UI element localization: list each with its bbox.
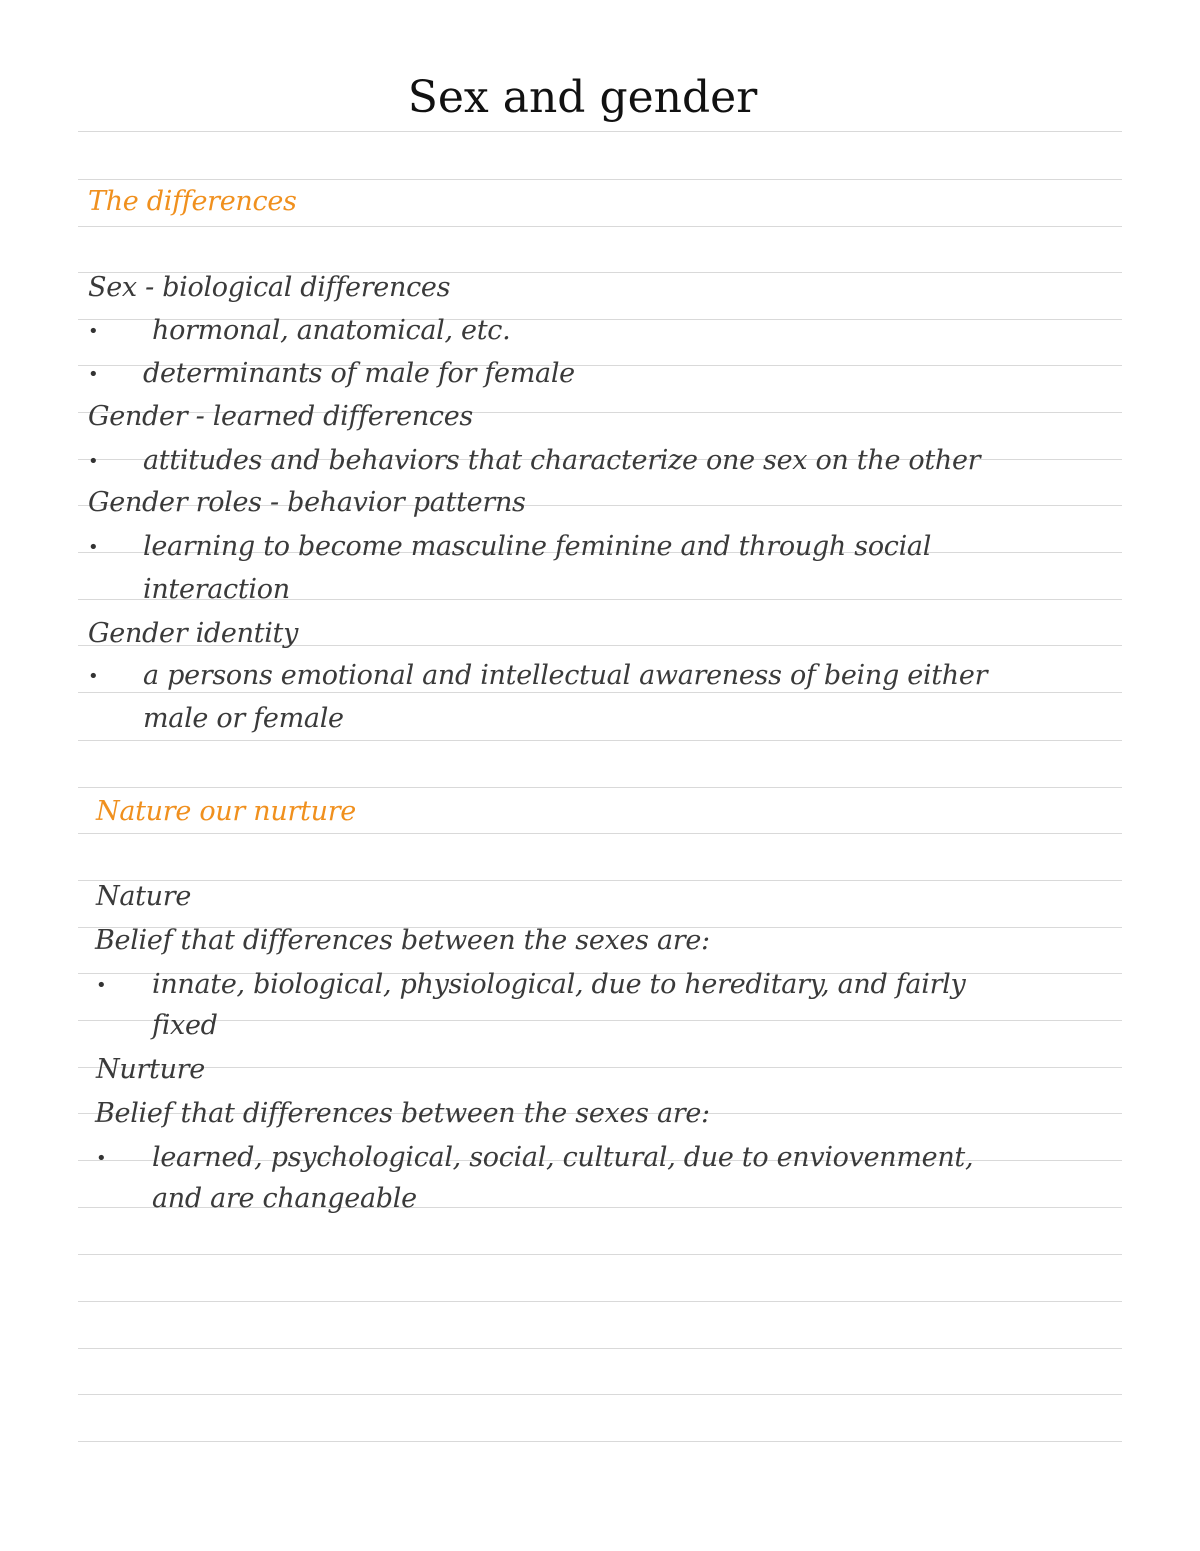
- bullet-text-continued: and are changeable: [152, 1183, 417, 1214]
- term-heading: [88, 617, 312, 651]
- bullet-dot: •: [96, 975, 107, 996]
- ruled-line: [78, 787, 1122, 788]
- bullet-text: determinants of male for female: [143, 358, 575, 389]
- ruled-line: [78, 1394, 1122, 1395]
- ruled-line: [78, 1301, 1122, 1302]
- ruled-line: [78, 131, 1122, 132]
- bullet-dot: •: [88, 537, 99, 558]
- section-heading: The differences: [88, 186, 297, 217]
- bullet-text: learning to become masculine feminine and through social: [143, 531, 932, 562]
- ruled-line: [78, 179, 1122, 180]
- highlighted-term: Nurture: [88, 1053, 219, 1087]
- bullet-dot: •: [88, 451, 99, 472]
- ruled-line: [78, 833, 1122, 834]
- bullet-text-continued: interaction: [143, 574, 290, 605]
- ruled-line: [78, 1254, 1122, 1255]
- bullet-text: attitudes and behaviors that characterize one sex on the other: [143, 445, 981, 476]
- ruled-line: [78, 1067, 1122, 1068]
- bullet-dot: •: [96, 1148, 107, 1169]
- bullet-text-continued: fixed: [152, 1010, 218, 1041]
- term-heading: [88, 400, 487, 434]
- ruled-line: [78, 226, 1122, 227]
- intro-text: Belief that differences between the sexes are:: [95, 925, 710, 956]
- highlighted-term: Sex - biological differences: [80, 271, 464, 305]
- ruled-line: [78, 880, 1122, 881]
- ruled-line: [78, 740, 1122, 741]
- bullet-text: learned, psychological, social, cultural, due to enviovenment,: [152, 1142, 974, 1173]
- ruled-line: [78, 1020, 1122, 1021]
- intro-text: Belief that differences between the sexes are:: [95, 1098, 710, 1129]
- ruled-line: [78, 1348, 1122, 1349]
- term-heading: [96, 1053, 219, 1087]
- term-heading: [96, 880, 205, 914]
- highlighted-term: Gender - learned differences: [80, 400, 487, 434]
- highlighted-term: Gender roles - behavior patterns: [80, 486, 540, 520]
- page-title: Sex and gender: [407, 72, 758, 123]
- bullet-text: innate, biological, physiological, due to hereditary, and fairly: [152, 969, 966, 1000]
- bullet-text: hormonal, anatomical, etc.: [152, 315, 511, 346]
- highlighted-term: Gender identity: [80, 617, 312, 651]
- highlighted-term: Nature: [88, 880, 205, 914]
- ruled-line: [78, 1441, 1122, 1442]
- bullet-text-continued: male or female: [143, 703, 344, 734]
- bullet-dot: •: [88, 321, 99, 342]
- bullet-dot: •: [88, 364, 99, 385]
- bullet-text: a persons emotional and intellectual awareness of being either: [143, 660, 988, 691]
- term-heading: [88, 486, 540, 520]
- bullet-dot: •: [88, 666, 99, 687]
- term-heading: [88, 271, 464, 305]
- section-heading: Nature our nurture: [96, 796, 356, 827]
